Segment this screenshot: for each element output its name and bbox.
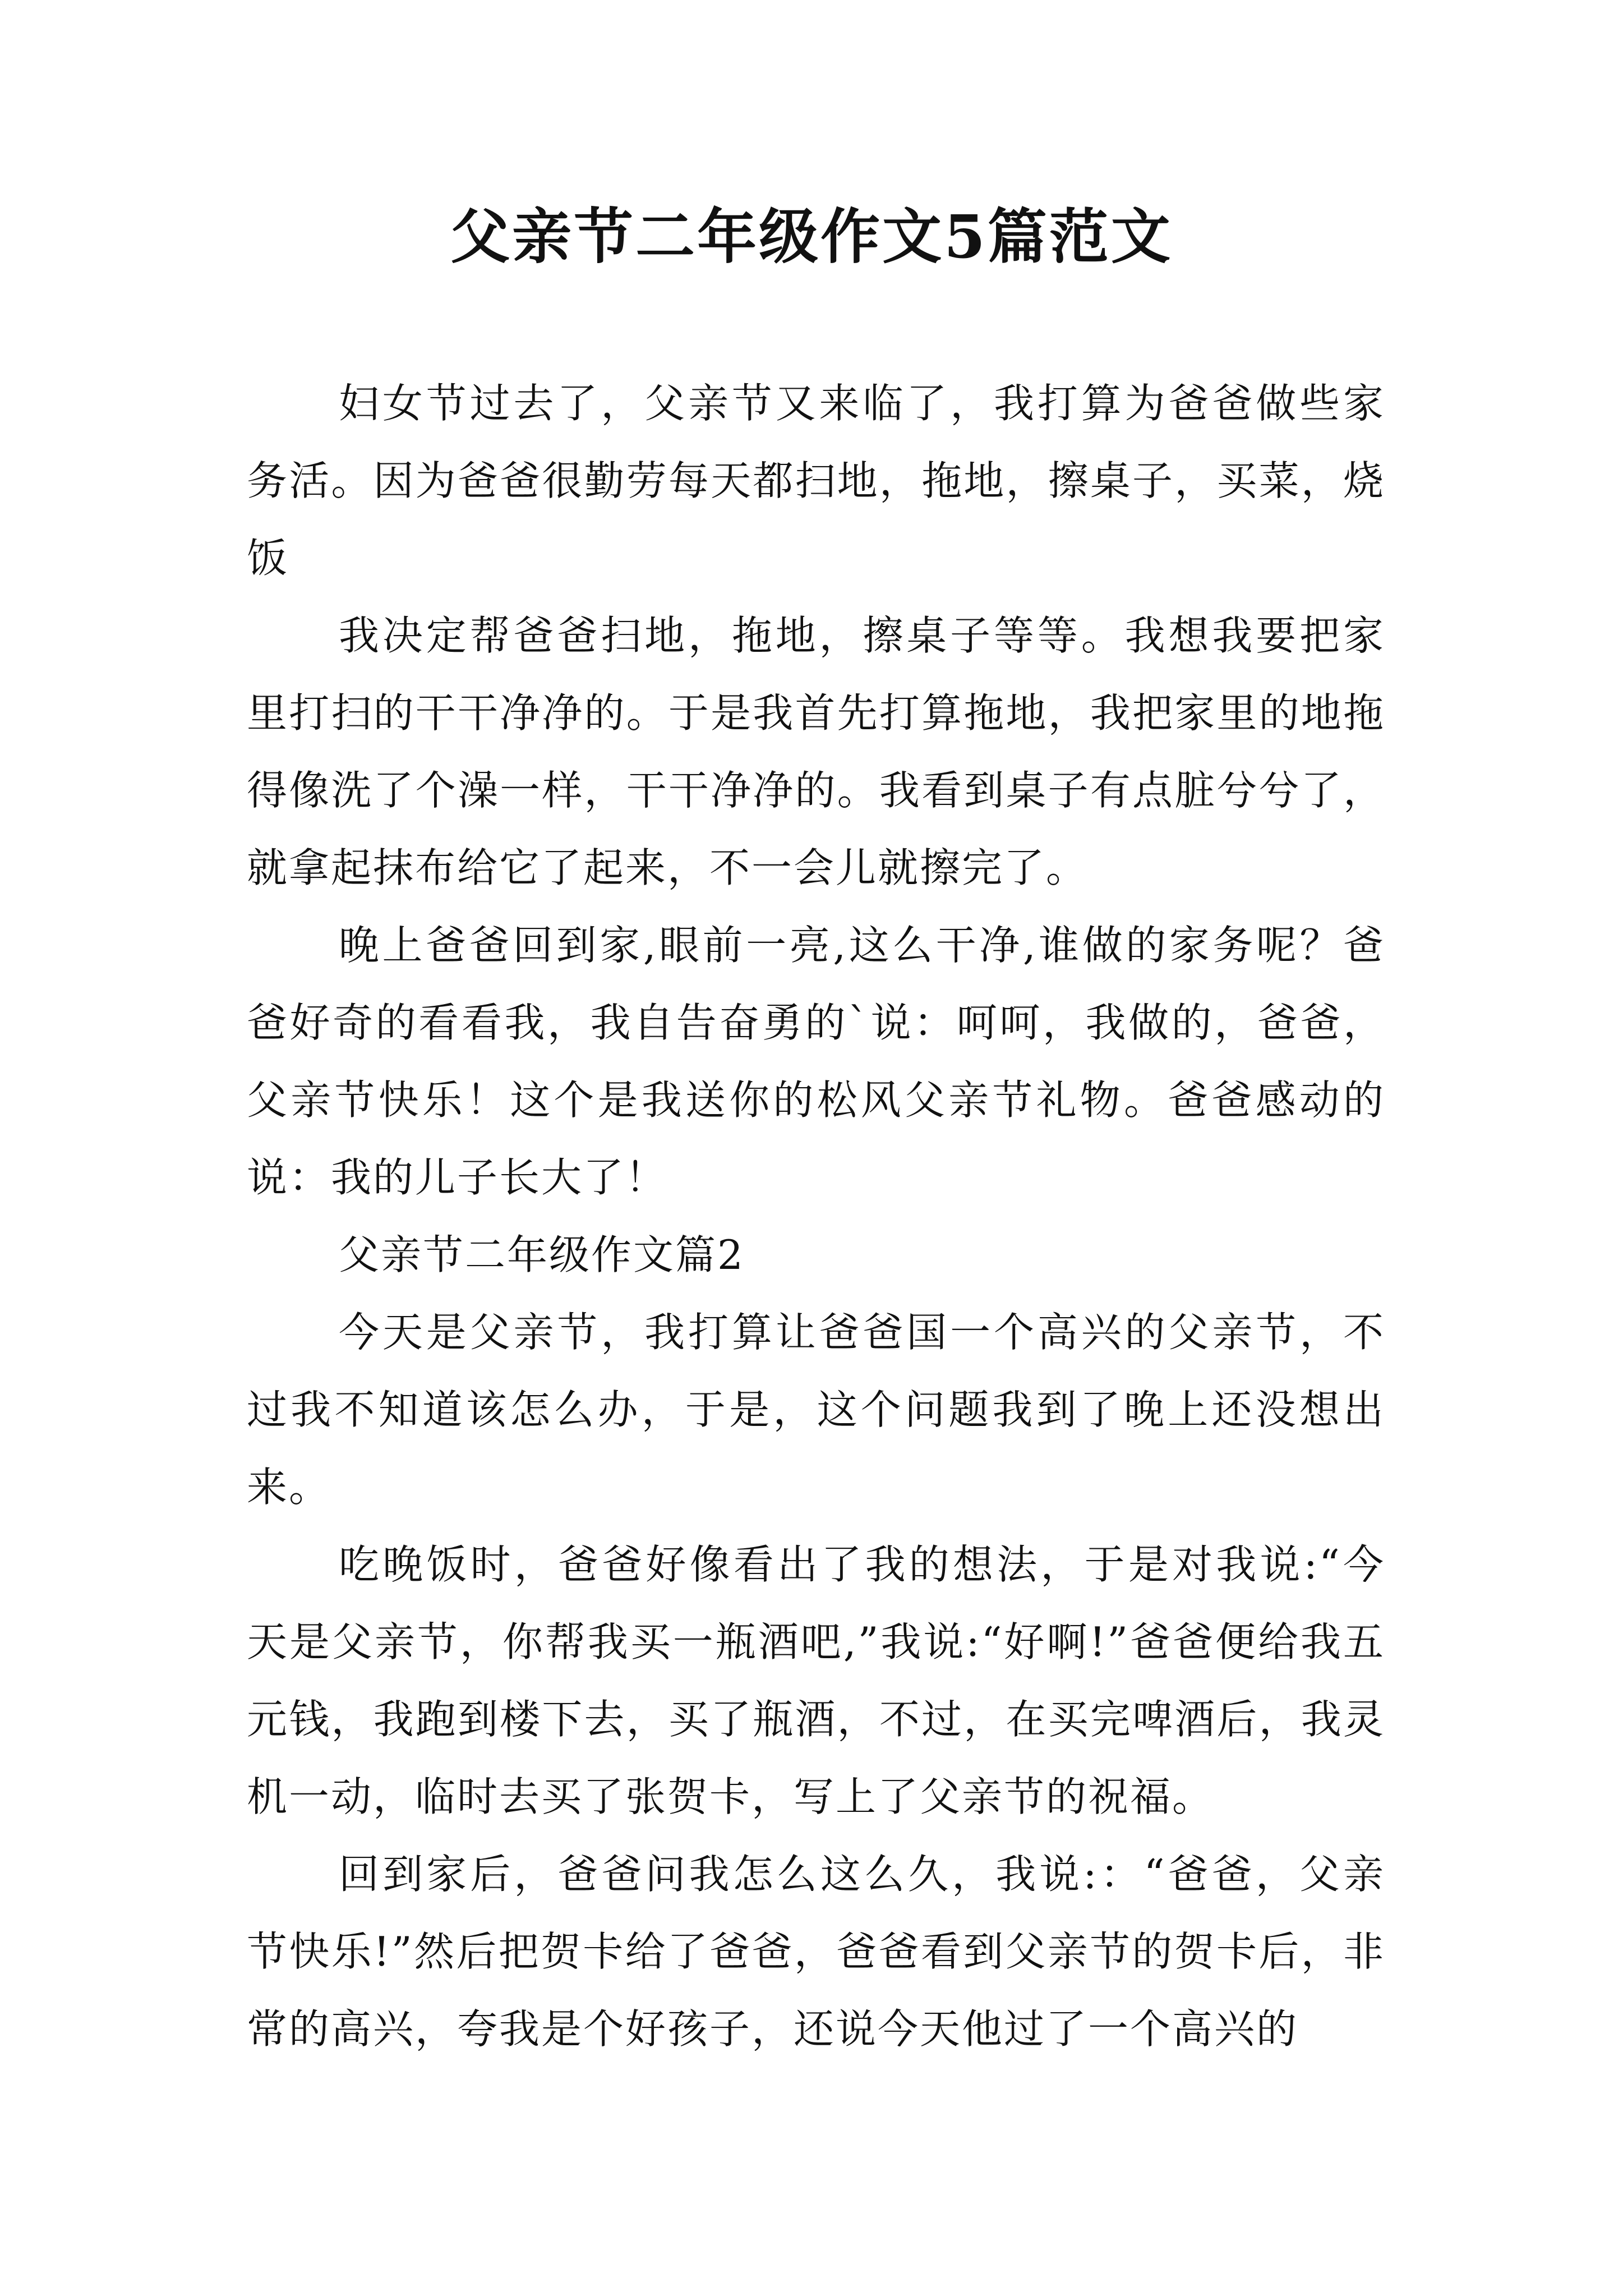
paragraph-5: 吃晚饭时，爸爸好像看出了我的想法，于是对我说:“今天是父亲节，你帮我买一瓶酒吧,”我说:“好啊!”爸爸便给我五元钱，我跑到楼下去，买了瓶酒，不过，在买完啤酒后，我灵机一动，临时去买了张贺卡，写上了父亲节的祝福。: [247, 1541, 1385, 1820]
document-title: 父亲节二年级作文5篇范文: [450, 201, 1173, 272]
paragraph-3: 晚上爸爸回到家,眼前一亮,这么干净,谁做的家务呢？爸爸好奇的看看我，我自告奋勇的`说：呵呵，我做的，爸爸，父亲节快乐！这个是我送你的松风父亲节礼物。爸爸感动的说：我的儿子长大了！: [247, 922, 1385, 1201]
paragraph-2: 我决定帮爸爸扫地，拖地，擦桌子等等。我想我要把家里打扫的干干净净的。于是我首先打算拖地，我把家里的地拖得像洗了个澡一样，干干净净的。我看到桌子有点脏兮兮了，就拿起抹布给它了起来，不一会儿就擦完了。: [247, 612, 1385, 891]
section-heading-2: 父亲节二年级作文篇2: [339, 1231, 745, 1278]
paragraph-6: 回到家后，爸爸问我怎么这么久，我说:：“爸爸，父亲节快乐!”然后把贺卡给了爸爸，爸爸看到父亲节的贺卡后，非常的高兴，夸我是个好孩子，还说今天他过了一个高兴的: [247, 1851, 1385, 2053]
paragraph-4: 今天是父亲节，我打算让爸爸国一个高兴的父亲节，不过我不知道该怎么办，于是，这个问题我到了晚上还没想出来。: [247, 1309, 1385, 1511]
document-body: [247, 365, 1385, 2068]
paragraph-1: 妇女节过去了，父亲节又来临了，我打算为爸爸做些家务活。因为爸爸很勤劳每天都扫地，拖地，擦桌子，买菜，烧饭: [247, 380, 1385, 582]
